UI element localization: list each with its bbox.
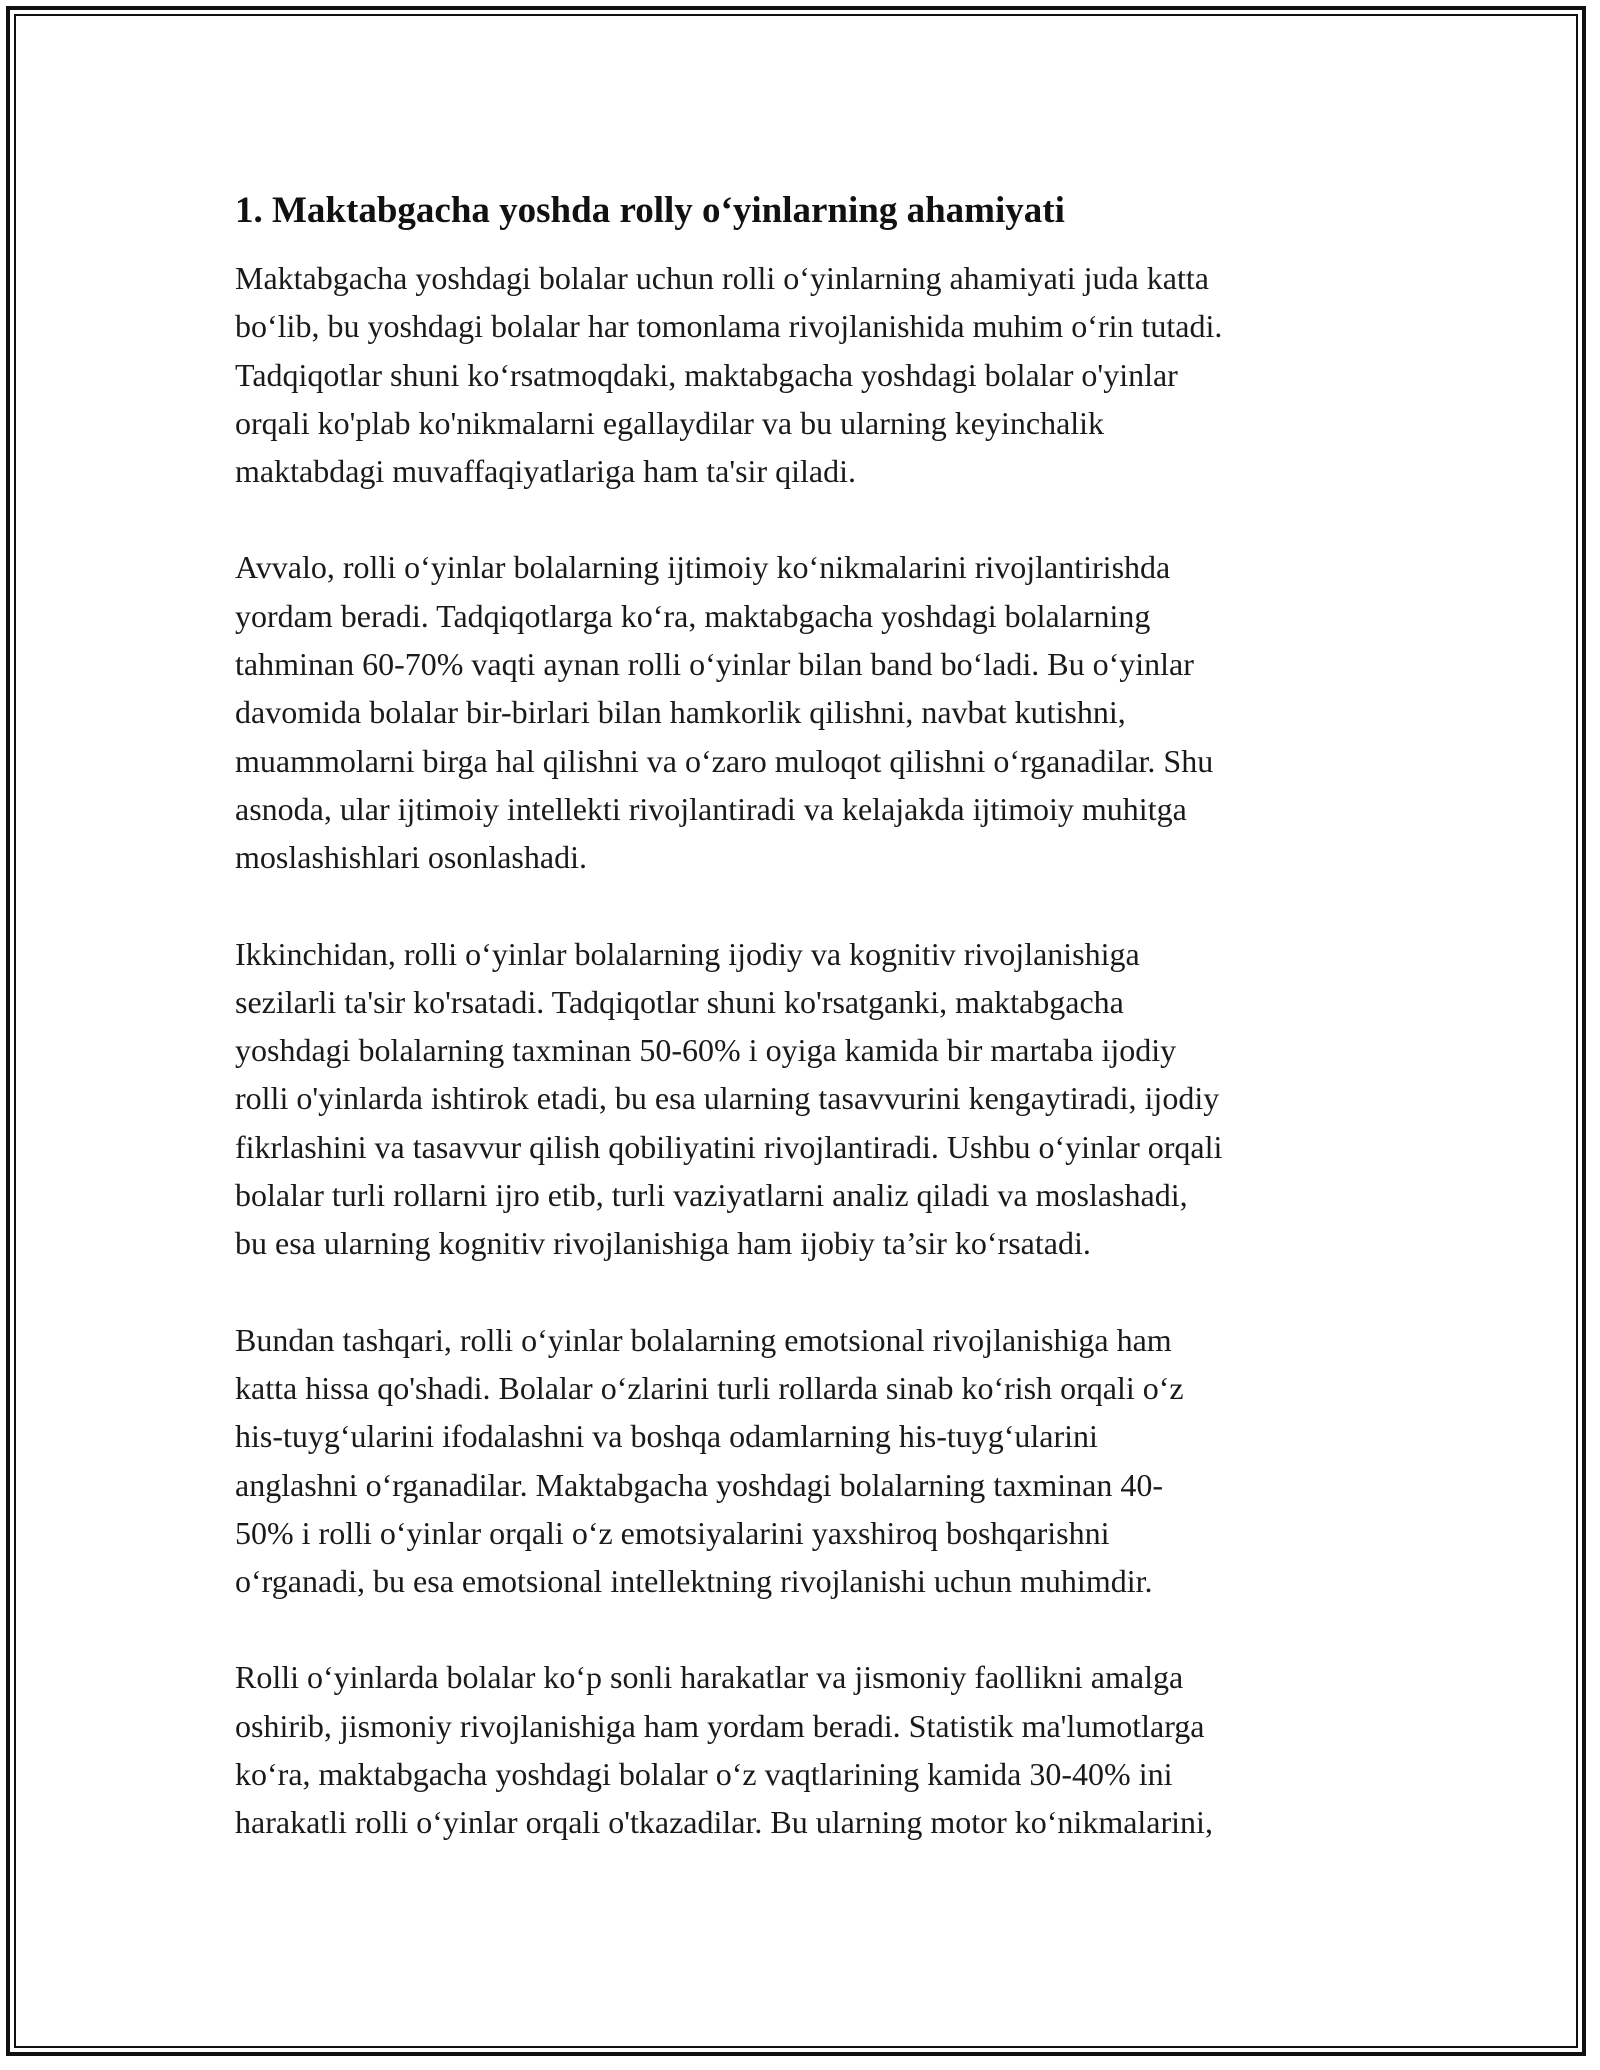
text-line: orqali ko'plab ko'nikmalarni egallaydilar va bu ularning keyinchalik bbox=[235, 404, 1105, 441]
paragraph-3 bbox=[235, 930, 1385, 1268]
text-line: maktabdagi muvaffaqiyatlariga ham ta'sir qiladi. bbox=[235, 453, 856, 490]
text-line: 50% i rolli o‘yinlar orqali o‘z emotsiyalarini yaxshiroq boshqarishni bbox=[235, 1514, 1110, 1551]
paragraph-5 bbox=[235, 1653, 1385, 1846]
text-line: sezilarli ta'sir ko'rsatadi. Tadqiqotlar shuni ko'rsatganki, maktabgacha bbox=[235, 983, 1124, 1020]
section-heading: 1. Maktabgacha yoshda rolly o‘yinlarning ahamiyati bbox=[235, 190, 1065, 231]
paragraph-4 bbox=[235, 1316, 1385, 1606]
text-line: yordam beradi. Tadqiqotlarga ko‘ra, maktabgacha yoshdagi bolalarning bbox=[235, 597, 1151, 634]
text-line: moslashishlari osonlashadi. bbox=[235, 839, 587, 876]
document-body bbox=[235, 186, 1385, 1895]
text-line: rolli o'yinlarda ishtirok etadi, bu esa ularning tasavvurini kengaytiradi, ijodiy bbox=[235, 1080, 1220, 1117]
text-line: Ikkinchidan, rolli o‘yinlar bolalarning ijodiy va kognitiv rivojlanishiga bbox=[235, 935, 1140, 972]
paragraph-2 bbox=[235, 543, 1385, 881]
text-line: tahminan 60-70% vaqti aynan rolli o‘yinlar bilan band bo‘ladi. Bu o‘yinlar bbox=[235, 646, 1194, 683]
text-line: asnoda, ular ijtimoiy intellekti rivojlantiradi va kelajakda ijtimoiy muhitga bbox=[235, 790, 1187, 827]
text-line: anglashni o‘rganadilar. Maktabgacha yoshdagi bolalarning taxminan 40- bbox=[235, 1466, 1164, 1503]
text-line: harakatli rolli o‘yinlar orqali o'tkazadilar. Bu ularning motor ko‘nikmalarini, bbox=[235, 1804, 1213, 1841]
text-line: muammolarni birga hal qilishni va o‘zaro muloqot qilishni o‘rganadilar. Shu bbox=[235, 742, 1214, 779]
text-line: ko‘ra, maktabgacha yoshdagi bolalar o‘z vaqtlarining kamida 30-40% ini bbox=[235, 1756, 1173, 1793]
text-line: his-tuyg‘ularini ifodalashni va boshqa odamlarning his-tuyg‘ularini bbox=[235, 1418, 1098, 1455]
text-line: yoshdagi bolalarning taxminan 50-60% i oyiga kamida bir martaba ijodiy bbox=[235, 1032, 1177, 1069]
text-line: oshirib, jismoniy rivojlanishiga ham yordam beradi. Statistik ma'lumotlarga bbox=[235, 1707, 1205, 1744]
paragraph-1 bbox=[235, 254, 1385, 495]
text-line: katta hissa qo'shadi. Bolalar o‘zlarini turli rollarda sinab ko‘rish orqali o‘z bbox=[235, 1369, 1184, 1406]
text-line: bu esa ularning kognitiv rivojlanishiga ham ijobiy ta’sir ko‘rsatadi. bbox=[235, 1225, 1091, 1262]
text-line: Rolli o‘yinlarda bolalar ko‘p sonli harakatlar va jismoniy faollikni amalga bbox=[235, 1659, 1184, 1696]
text-line: davomida bolalar bir-birlari bilan hamkorlik qilishni, navbat kutishni, bbox=[235, 694, 1126, 731]
text-line: bolalar turli rollarni ijro etib, turli vaziyatlarni analiz qiladi va moslashadi, bbox=[235, 1177, 1188, 1214]
text-line: Bundan tashqari, rolli o‘yinlar bolalarning emotsional rivojlanishiga ham bbox=[235, 1321, 1172, 1358]
text-line: Maktabgacha yoshdagi bolalar uchun rolli o‘yinlarning ahamiyati juda katta bbox=[235, 260, 1209, 296]
text-line: o‘rganadi, bu esa emotsional intellektning rivojlanishi uchun muhimdir. bbox=[235, 1563, 1153, 1600]
text-line: bo‘lib, bu yoshdagi bolalar har tomonlama rivojlanishida muhim o‘rin tutadi. bbox=[235, 308, 1223, 345]
text-line: Avvalo, rolli o‘yinlar bolalarning ijtimoiy ko‘nikmalarini rivojlantirishda bbox=[235, 549, 1171, 586]
text-line: fikrlashini va tasavvur qilish qobiliyatini rivojlantiradi. Ushbu o‘yinlar orqali bbox=[235, 1128, 1223, 1165]
text-line: Tadqiqotlar shuni ko‘rsatmoqdaki, maktabgacha yoshdagi bolalar o'yinlar bbox=[235, 356, 1178, 393]
